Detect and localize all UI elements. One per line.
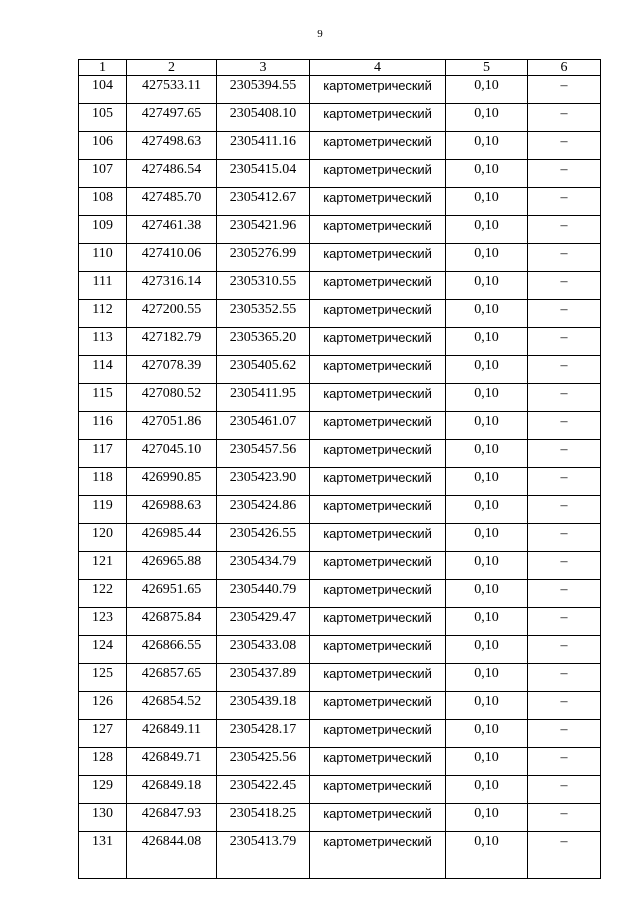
table-row: [79, 580, 601, 608]
table-row: [79, 692, 601, 720]
table-row: [79, 412, 601, 440]
accuracy-cell: 0,10: [446, 412, 528, 440]
header-row: [79, 60, 601, 76]
y-coordinate-cell: 2305411.95: [217, 384, 310, 412]
y-coordinate-cell: 2305424.86: [217, 496, 310, 524]
table-row: [79, 496, 601, 524]
x-coordinate-cell: 427182.79: [127, 328, 217, 356]
method-cell: картометрический: [310, 776, 446, 804]
table-row: [79, 636, 601, 664]
accuracy-cell: 0,10: [446, 608, 528, 636]
point-number-cell: 118: [79, 468, 127, 496]
method-cell: картометрический: [310, 132, 446, 160]
column-header-description: 6: [528, 60, 601, 76]
x-coordinate-cell: 427485.70: [127, 188, 217, 216]
y-coordinate-cell: 2305429.47: [217, 608, 310, 636]
x-coordinate-cell: 426965.88: [127, 552, 217, 580]
point-number-cell: 115: [79, 384, 127, 412]
table-row: [79, 216, 601, 244]
column-header-accuracy: 5: [446, 60, 528, 76]
accuracy-cell: 0,10: [446, 636, 528, 664]
table-row: [79, 748, 601, 776]
table-row: [79, 272, 601, 300]
x-coordinate-cell: 427486.54: [127, 160, 217, 188]
table-row: [79, 244, 601, 272]
method-cell: картометрический: [310, 580, 446, 608]
accuracy-cell: 0,10: [446, 692, 528, 720]
y-coordinate-cell: 2305394.55: [217, 76, 310, 104]
accuracy-cell: 0,10: [446, 244, 528, 272]
x-coordinate-cell: 427080.52: [127, 384, 217, 412]
y-coordinate-cell: 2305425.56: [217, 748, 310, 776]
table-row: [79, 384, 601, 412]
x-coordinate-cell: 426988.63: [127, 496, 217, 524]
x-coordinate-cell: 426854.52: [127, 692, 217, 720]
method-cell: картометрический: [310, 412, 446, 440]
table-body: [79, 76, 601, 879]
y-coordinate-cell: 2305433.08: [217, 636, 310, 664]
coordinates-table: [78, 59, 601, 879]
point-number-cell: 130: [79, 804, 127, 832]
x-coordinate-cell: 426849.18: [127, 776, 217, 804]
table-row: [79, 720, 601, 748]
point-number-cell: 109: [79, 216, 127, 244]
y-coordinate-cell: 2305310.55: [217, 272, 310, 300]
accuracy-cell: 0,10: [446, 440, 528, 468]
x-coordinate-cell: 426844.08: [127, 832, 217, 879]
y-coordinate-cell: 2305440.79: [217, 580, 310, 608]
description-cell: –: [528, 748, 601, 776]
accuracy-cell: 0,10: [446, 524, 528, 552]
x-coordinate-cell: 427410.06: [127, 244, 217, 272]
accuracy-cell: 0,10: [446, 776, 528, 804]
x-coordinate-cell: 426990.85: [127, 468, 217, 496]
accuracy-cell: 0,10: [446, 384, 528, 412]
description-cell: –: [528, 580, 601, 608]
accuracy-cell: 0,10: [446, 76, 528, 104]
description-cell: –: [528, 496, 601, 524]
description-cell: –: [528, 132, 601, 160]
accuracy-cell: 0,10: [446, 188, 528, 216]
description-cell: –: [528, 328, 601, 356]
point-number-cell: 116: [79, 412, 127, 440]
description-cell: –: [528, 776, 601, 804]
column-header-method: 4: [310, 60, 446, 76]
column-header-point: 1: [79, 60, 127, 76]
point-number-cell: 110: [79, 244, 127, 272]
accuracy-cell: 0,10: [446, 552, 528, 580]
x-coordinate-cell: 427045.10: [127, 440, 217, 468]
point-number-cell: 107: [79, 160, 127, 188]
x-coordinate-cell: 427316.14: [127, 272, 217, 300]
method-cell: картометрический: [310, 524, 446, 552]
y-coordinate-cell: 2305421.96: [217, 216, 310, 244]
table-row: [79, 132, 601, 160]
description-cell: –: [528, 188, 601, 216]
x-coordinate-cell: 426875.84: [127, 608, 217, 636]
description-cell: –: [528, 160, 601, 188]
accuracy-cell: 0,10: [446, 804, 528, 832]
table-row: [79, 664, 601, 692]
description-cell: –: [528, 608, 601, 636]
method-cell: картометрический: [310, 104, 446, 132]
description-cell: –: [528, 272, 601, 300]
table-row: [79, 832, 601, 879]
method-cell: картометрический: [310, 328, 446, 356]
table-row: [79, 440, 601, 468]
description-cell: –: [528, 104, 601, 132]
description-cell: –: [528, 356, 601, 384]
x-coordinate-cell: 426857.65: [127, 664, 217, 692]
accuracy-cell: 0,10: [446, 272, 528, 300]
method-cell: картометрический: [310, 608, 446, 636]
table-row: [79, 188, 601, 216]
method-cell: картометрический: [310, 440, 446, 468]
table-row: [79, 160, 601, 188]
y-coordinate-cell: 2305461.07: [217, 412, 310, 440]
description-cell: –: [528, 552, 601, 580]
point-number-cell: 126: [79, 692, 127, 720]
point-number-cell: 128: [79, 748, 127, 776]
y-coordinate-cell: 2305415.04: [217, 160, 310, 188]
accuracy-cell: 0,10: [446, 720, 528, 748]
y-coordinate-cell: 2305439.18: [217, 692, 310, 720]
point-number-cell: 113: [79, 328, 127, 356]
method-cell: картометрический: [310, 748, 446, 776]
x-coordinate-cell: 427200.55: [127, 300, 217, 328]
description-cell: –: [528, 804, 601, 832]
method-cell: картометрический: [310, 720, 446, 748]
description-cell: –: [528, 412, 601, 440]
y-coordinate-cell: 2305437.89: [217, 664, 310, 692]
accuracy-cell: 0,10: [446, 160, 528, 188]
table-row: [79, 104, 601, 132]
description-cell: –: [528, 300, 601, 328]
x-coordinate-cell: 426985.44: [127, 524, 217, 552]
accuracy-cell: 0,10: [446, 104, 528, 132]
point-number-cell: 111: [79, 272, 127, 300]
method-cell: картометрический: [310, 76, 446, 104]
accuracy-cell: 0,10: [446, 580, 528, 608]
y-coordinate-cell: 2305352.55: [217, 300, 310, 328]
point-number-cell: 104: [79, 76, 127, 104]
description-cell: –: [528, 832, 601, 879]
point-number-cell: 127: [79, 720, 127, 748]
accuracy-cell: 0,10: [446, 468, 528, 496]
accuracy-cell: 0,10: [446, 832, 528, 879]
table-row: [79, 608, 601, 636]
point-number-cell: 112: [79, 300, 127, 328]
accuracy-cell: 0,10: [446, 748, 528, 776]
x-coordinate-cell: 427461.38: [127, 216, 217, 244]
point-number-cell: 108: [79, 188, 127, 216]
table-row: [79, 524, 601, 552]
method-cell: картометрический: [310, 384, 446, 412]
point-number-cell: 120: [79, 524, 127, 552]
method-cell: картометрический: [310, 244, 446, 272]
column-header-x: 2: [127, 60, 217, 76]
y-coordinate-cell: 2305413.79: [217, 832, 310, 879]
method-cell: картометрический: [310, 160, 446, 188]
point-number-cell: 122: [79, 580, 127, 608]
method-cell: картометрический: [310, 300, 446, 328]
table-row: [79, 328, 601, 356]
x-coordinate-cell: 426847.93: [127, 804, 217, 832]
description-cell: –: [528, 468, 601, 496]
accuracy-cell: 0,10: [446, 356, 528, 384]
y-coordinate-cell: 2305408.10: [217, 104, 310, 132]
description-cell: –: [528, 524, 601, 552]
description-cell: –: [528, 664, 601, 692]
method-cell: картометрический: [310, 496, 446, 524]
point-number-cell: 105: [79, 104, 127, 132]
point-number-cell: 131: [79, 832, 127, 879]
table-row: [79, 776, 601, 804]
accuracy-cell: 0,10: [446, 300, 528, 328]
table-row: [79, 356, 601, 384]
accuracy-cell: 0,10: [446, 216, 528, 244]
table-row: [79, 804, 601, 832]
y-coordinate-cell: 2305423.90: [217, 468, 310, 496]
x-coordinate-cell: 427498.63: [127, 132, 217, 160]
point-number-cell: 121: [79, 552, 127, 580]
y-coordinate-cell: 2305411.16: [217, 132, 310, 160]
method-cell: картометрический: [310, 552, 446, 580]
y-coordinate-cell: 2305422.45: [217, 776, 310, 804]
column-header-y: 3: [217, 60, 310, 76]
method-cell: картометрический: [310, 468, 446, 496]
description-cell: –: [528, 244, 601, 272]
y-coordinate-cell: 2305418.25: [217, 804, 310, 832]
y-coordinate-cell: 2305412.67: [217, 188, 310, 216]
point-number-cell: 123: [79, 608, 127, 636]
table-row: [79, 76, 601, 104]
point-number-cell: 119: [79, 496, 127, 524]
description-cell: –: [528, 720, 601, 748]
point-number-cell: 114: [79, 356, 127, 384]
y-coordinate-cell: 2305365.20: [217, 328, 310, 356]
method-cell: картометрический: [310, 692, 446, 720]
method-cell: картометрический: [310, 832, 446, 879]
y-coordinate-cell: 2305426.55: [217, 524, 310, 552]
x-coordinate-cell: 427497.65: [127, 104, 217, 132]
method-cell: картометрический: [310, 188, 446, 216]
description-cell: –: [528, 440, 601, 468]
accuracy-cell: 0,10: [446, 496, 528, 524]
table-row: [79, 468, 601, 496]
description-cell: –: [528, 692, 601, 720]
y-coordinate-cell: 2305457.56: [217, 440, 310, 468]
method-cell: картометрический: [310, 636, 446, 664]
point-number-cell: 125: [79, 664, 127, 692]
accuracy-cell: 0,10: [446, 132, 528, 160]
method-cell: картометрический: [310, 804, 446, 832]
point-number-cell: 117: [79, 440, 127, 468]
description-cell: –: [528, 76, 601, 104]
table-row: [79, 552, 601, 580]
table-row: [79, 300, 601, 328]
method-cell: картометрический: [310, 272, 446, 300]
accuracy-cell: 0,10: [446, 664, 528, 692]
accuracy-cell: 0,10: [446, 328, 528, 356]
table-header: [79, 60, 601, 76]
y-coordinate-cell: 2305434.79: [217, 552, 310, 580]
x-coordinate-cell: 426849.11: [127, 720, 217, 748]
y-coordinate-cell: 2305276.99: [217, 244, 310, 272]
method-cell: картометрический: [310, 216, 446, 244]
x-coordinate-cell: 426866.55: [127, 636, 217, 664]
point-number-cell: 124: [79, 636, 127, 664]
x-coordinate-cell: 427078.39: [127, 356, 217, 384]
x-coordinate-cell: 427533.11: [127, 76, 217, 104]
x-coordinate-cell: 426849.71: [127, 748, 217, 776]
method-cell: картометрический: [310, 356, 446, 384]
point-number-cell: 106: [79, 132, 127, 160]
x-coordinate-cell: 426951.65: [127, 580, 217, 608]
y-coordinate-cell: 2305428.17: [217, 720, 310, 748]
x-coordinate-cell: 427051.86: [127, 412, 217, 440]
description-cell: –: [528, 384, 601, 412]
y-coordinate-cell: 2305405.62: [217, 356, 310, 384]
description-cell: –: [528, 216, 601, 244]
page-number: 9: [317, 28, 323, 40]
point-number-cell: 129: [79, 776, 127, 804]
method-cell: картометрический: [310, 664, 446, 692]
description-cell: –: [528, 636, 601, 664]
